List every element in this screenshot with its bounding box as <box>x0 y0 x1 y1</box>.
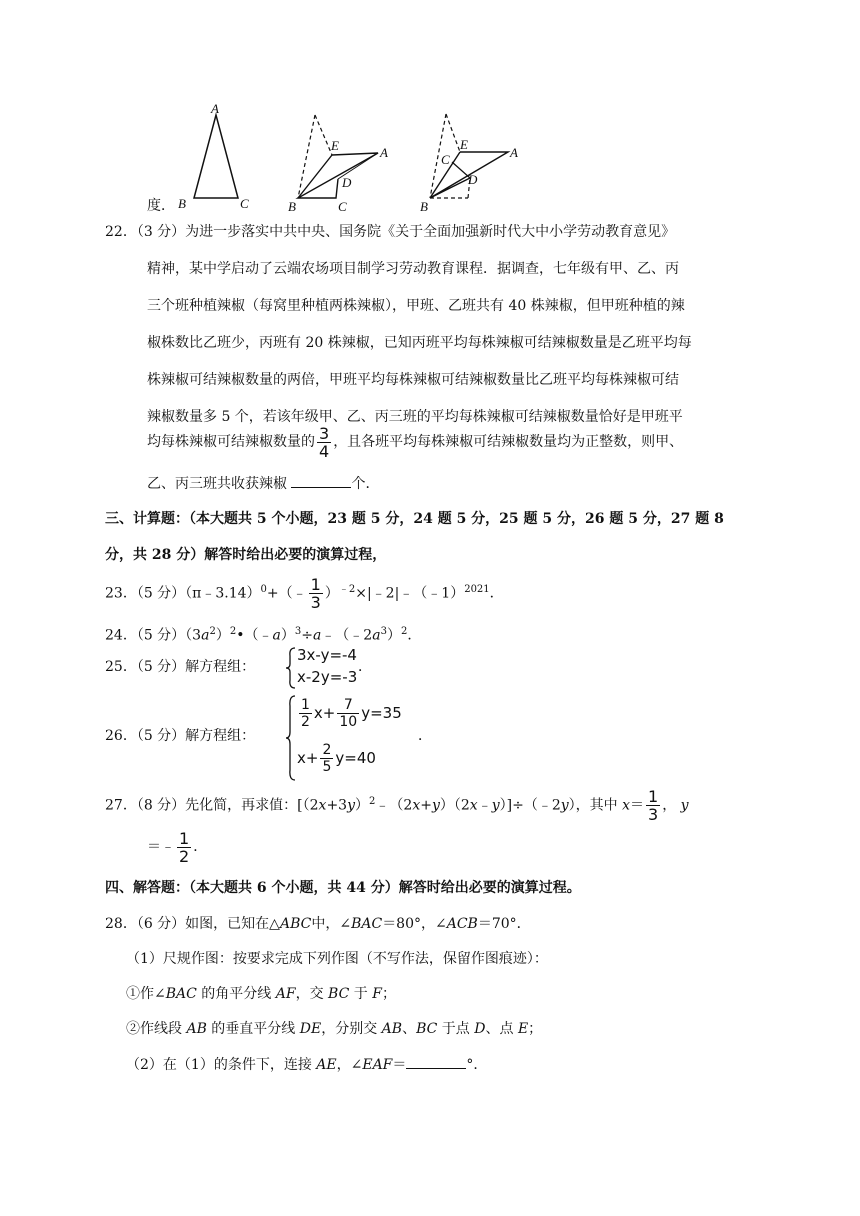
q22-line-3: 三个班种植辣椒（每窝里种植两株辣椒），甲班、乙班共有 40 株辣椒，但甲班种植的辣 <box>147 298 685 314</box>
answer-blank[interactable] <box>291 473 351 488</box>
answer-blank[interactable] <box>406 1054 466 1069</box>
q26-eq1: $\frac{1}{2}$ x+ $\frac{7}{10}$ y=35 <box>301 697 402 730</box>
fig3-label-a: A <box>510 145 518 160</box>
q22-line-2: 精神，某中学启动了云端农场项目制学习劳动教育课程．据调查，七年级有甲、乙、丙 <box>147 261 679 277</box>
question-23: 23．（5 分）（π﹣3.14）$^0$+（﹣ $\frac{1}{3}$ ）$^{﹣2}$×|﹣2|﹣（﹣1）$^{2021}$． <box>105 575 504 613</box>
fig3-label-d: D <box>468 172 478 187</box>
brace-icon <box>285 694 297 782</box>
figure-prefix: 度． <box>147 198 175 214</box>
q22-line-5: 株辣椒可结辣椒数量的两倍，甲班平均每株辣椒可结辣椒数量比乙班平均每株辣椒可结 <box>147 372 679 388</box>
q22-line-1: 22．（3 分）为进一步落实中共中央、国务院《关于全面加强新时代大中小学劳动教育意见》 <box>105 224 676 240</box>
figure-1-triangle <box>178 101 249 211</box>
q22-line-7: 均每株辣椒可结辣椒数量的 $\frac{3}{4}$ ，且各班平均每株辣椒可结辣椒数量均为正整数，则甲、 <box>147 423 684 461</box>
fig2-label-c: C <box>338 199 347 214</box>
fig1-label-b: B <box>178 196 186 211</box>
fraction-3-4: $\frac{3}{4}$ <box>319 423 330 461</box>
geometry-figures <box>170 100 540 218</box>
fig3-label-b: B <box>420 199 428 214</box>
q22-line-8: 乙、丙三班共收获辣椒 个． <box>147 473 379 494</box>
figure-3-folded-triangle <box>420 114 518 214</box>
figure-2-folded-triangle <box>288 115 388 214</box>
section-4-heading: 四、解答题：（本大题共 6 个小题，共 44 分）解答时给出必要的演算过程。 <box>105 880 581 896</box>
brace-icon <box>285 646 297 690</box>
fig2-label-d: D <box>342 175 352 190</box>
fig1-label-c: C <box>240 196 249 211</box>
fig3-label-c: C <box>441 152 450 167</box>
fig2-label-e: E <box>331 138 339 153</box>
fig2-label-b: B <box>288 199 296 214</box>
q22-line-6: 辣椒数量多 5 个，若该年级甲、乙、丙三班的平均每株辣椒可结辣椒数量恰好是甲班平 <box>147 409 683 425</box>
question-24: 24．（5 分）$(3a^2)^2•(﹣a)^3\div a﹣(﹣2a^3)^2$． <box>105 626 422 644</box>
fig3-label-e: E <box>460 137 468 152</box>
q22-line-4: 椒株数比乙班少，丙班有 20 株辣椒，已知丙班平均每株辣椒可结辣椒数量是乙班平均每 <box>147 335 692 351</box>
fig2-label-a: A <box>380 145 388 160</box>
fig1-label-a: A <box>211 101 219 116</box>
q26-eq2: x+ $\frac{2}{5}$ y=40 <box>297 742 376 775</box>
